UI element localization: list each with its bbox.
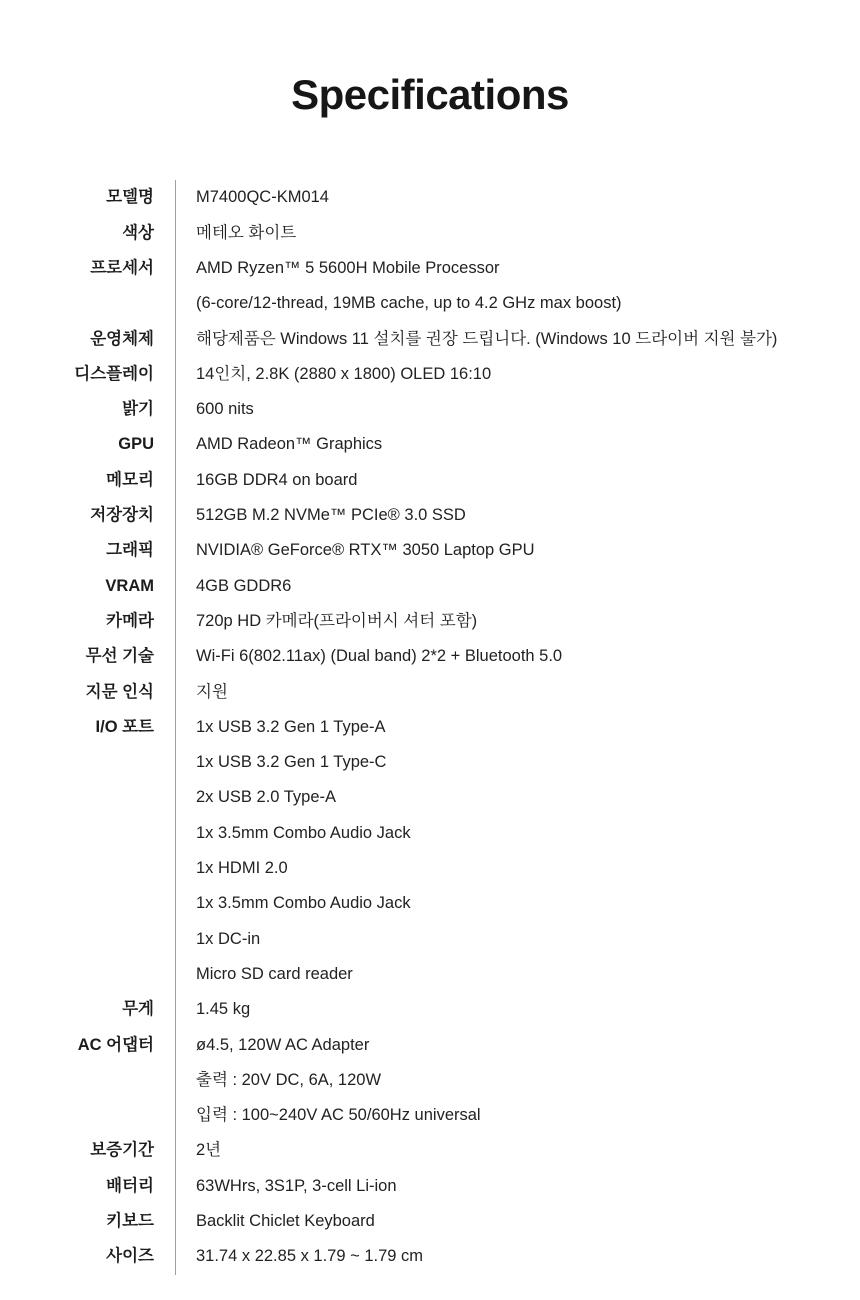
spec-row: [0, 1169, 860, 1204]
spec-row: [0, 710, 860, 992]
spec-value-line: (6-core/12-thread, 19MB cache, up to 4.2 GHz max boost): [196, 294, 622, 313]
spec-value-line: NVIDIA® GeForce® RTX™ 3050 Laptop GPU: [196, 541, 535, 560]
spec-row: [0, 463, 860, 498]
spec-value-line: 1x HDMI 2.0: [196, 859, 288, 878]
spec-value-line: M7400QC-KM014: [196, 188, 329, 207]
spec-label: 메모리: [0, 463, 176, 498]
spec-value-line: AMD Ryzen™ 5 5600H Mobile Processor: [196, 258, 500, 277]
spec-value-line: Wi-Fi 6(802.11ax) (Dual band) 2*2 + Bluetooth 5.0: [196, 647, 563, 666]
spec-value-line: Backlit Chiclet Keyboard: [196, 1212, 375, 1230]
spec-label: 무게: [0, 992, 176, 1027]
spec-value-line: 지원: [196, 682, 228, 701]
spec-row: [0, 992, 860, 1027]
spec-value: [176, 533, 860, 568]
spec-value-line: 출력 : 20V DC, 6A, 120W: [196, 1070, 382, 1089]
spec-value-line: 63WHrs, 3S1P, 3-cell Li-ion: [196, 1176, 397, 1195]
spec-row: [0, 1239, 860, 1274]
spec-row: [0, 180, 860, 215]
spec-value: [176, 992, 860, 1027]
spec-value-line: Micro SD card reader: [196, 964, 353, 983]
spec-value: [176, 569, 860, 604]
spec-row: [0, 251, 860, 322]
spec-row: [0, 357, 860, 392]
spec-label: AC 어댑터: [0, 1028, 176, 1134]
spec-row: [0, 392, 860, 427]
spec-value-line: 해당제품은 Windows 11 설치를 권장 드립니다. (Windows 10 드라이버 지원 불가): [196, 329, 778, 348]
spec-value-line: 메테오 화이트: [196, 223, 297, 242]
spec-value: [176, 427, 860, 462]
spec-label: 배터리: [0, 1169, 176, 1204]
spec-value-line: 31.74 x 22.85 x 1.79 ~ 1.79 cm: [196, 1247, 424, 1266]
spec-row: [0, 216, 860, 251]
spec-value: [176, 675, 860, 710]
spec-value-line: 1x USB 3.2 Gen 1 Type-C: [196, 753, 387, 772]
spec-row: [0, 569, 860, 604]
spec-value-line: 14인치, 2.8K (2880 x 1800) OLED 16:10: [196, 364, 492, 383]
spec-row: [0, 675, 860, 710]
spec-value: [176, 357, 860, 392]
spec-label: 운영체제: [0, 322, 176, 357]
spec-value-line: 2x USB 2.0 Type-A: [196, 788, 337, 807]
spec-value: [176, 180, 860, 215]
spec-label: 카메라: [0, 604, 176, 639]
spec-label: GPU: [0, 427, 176, 462]
spec-value-line: 16GB DDR4 on board: [196, 470, 358, 489]
spec-value-line: 4GB GDDR6: [196, 576, 292, 595]
spec-label: I/O 포트: [0, 710, 176, 992]
spec-value-line: 1x 3.5mm Combo Audio Jack: [196, 894, 411, 913]
spec-value: [176, 216, 860, 251]
spec-value: [176, 710, 860, 992]
page-title: Specifications: [291, 71, 569, 118]
spec-value: [176, 1133, 860, 1168]
spec-value-line: ø4.5, 120W AC Adapter: [196, 1035, 370, 1054]
spec-table: [0, 180, 860, 1274]
spec-label: VRAM: [0, 569, 176, 604]
spec-label: 키보드: [0, 1204, 176, 1239]
spec-value: [176, 1239, 860, 1274]
spec-value-line: 720p HD 카메라(프라이버시 셔터 포함): [196, 611, 478, 630]
spec-label: 프로세서: [0, 251, 176, 322]
spec-row: [0, 533, 860, 568]
spec-row: [0, 1028, 860, 1134]
spec-value: [176, 639, 860, 674]
spec-label: 모델명: [0, 180, 176, 215]
spec-row: [0, 427, 860, 462]
spec-value: [176, 322, 860, 357]
spec-value-line: 입력 : 100~240V AC 50/60Hz universal: [196, 1106, 481, 1125]
spec-label: 보증기간: [0, 1133, 176, 1168]
spec-row: [0, 604, 860, 639]
spec-value-line: 1x 3.5mm Combo Audio Jack: [196, 823, 411, 842]
spec-label: 밝기: [0, 392, 176, 427]
spec-value: [176, 604, 860, 639]
spec-row: [0, 322, 860, 357]
spec-value: [176, 463, 860, 498]
spec-value: [176, 1169, 860, 1204]
spec-value-line: 1x USB 3.2 Gen 1 Type-A: [196, 717, 386, 736]
spec-label: 무선 기술: [0, 639, 176, 674]
spec-row: [0, 1204, 860, 1239]
spec-label: 지문 인식: [0, 675, 176, 710]
spec-value: [176, 392, 860, 427]
spec-row: [0, 498, 860, 533]
spec-value-line: 2년: [196, 1141, 222, 1160]
spec-row: [0, 639, 860, 674]
spec-value: [176, 1204, 860, 1239]
spec-value-line: AMD Radeon™ Graphics: [196, 435, 383, 454]
spec-label: 그래픽: [0, 533, 176, 568]
spec-value: [176, 251, 860, 322]
spec-value-line: 600 nits: [196, 400, 254, 419]
spec-label: 색상: [0, 216, 176, 251]
spec-value: [176, 498, 860, 533]
spec-label: 디스플레이: [0, 357, 176, 392]
spec-value-line: 1.45 kg: [196, 1000, 251, 1019]
spec-label: 저장장치: [0, 498, 176, 533]
spec-row: [0, 1133, 860, 1168]
spec-label: 사이즈: [0, 1239, 176, 1274]
spec-value-line: 512GB M.2 NVMe™ PCIe® 3.0 SSD: [196, 506, 466, 525]
spec-value-line: 1x DC-in: [196, 929, 261, 948]
spec-value: [176, 1028, 860, 1134]
